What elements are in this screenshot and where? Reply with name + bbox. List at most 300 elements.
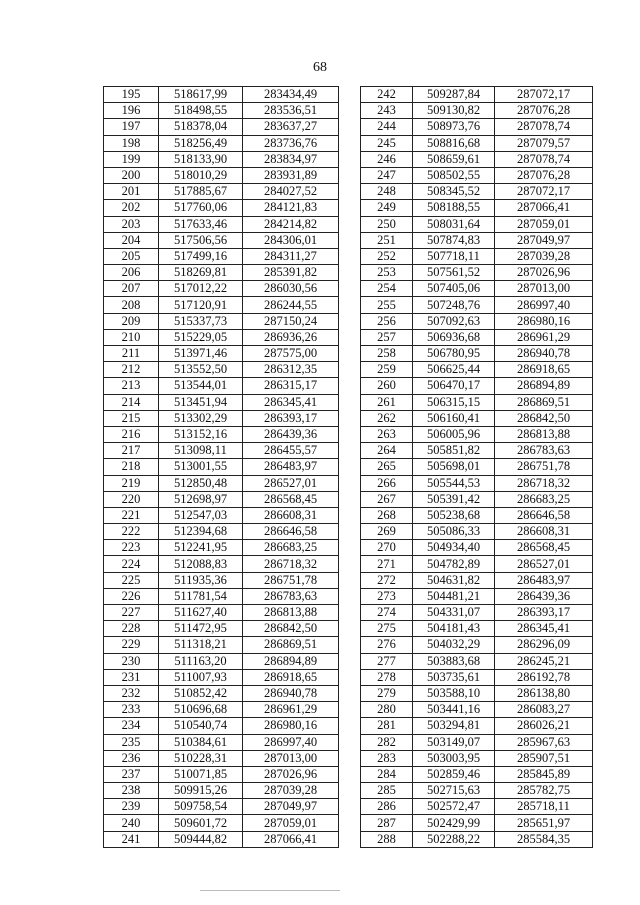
- x-coordinate-cell: 512088,83: [159, 556, 243, 572]
- x-coordinate-cell: 518617,99: [159, 87, 243, 103]
- y-coordinate-cell: 287066,41: [243, 831, 339, 847]
- point-number-cell: 256: [361, 313, 413, 329]
- point-number-cell: 237: [104, 766, 159, 782]
- x-coordinate-cell: 510228,31: [159, 750, 243, 766]
- table-row: [361, 184, 593, 200]
- x-coordinate-cell: 503588,10: [413, 685, 495, 701]
- table-row: [104, 394, 339, 410]
- y-coordinate-cell: 285782,75: [495, 783, 593, 799]
- y-coordinate-cell: 286244,55: [243, 297, 339, 313]
- y-coordinate-cell: 286940,78: [495, 346, 593, 362]
- point-number-cell: 277: [361, 653, 413, 669]
- x-coordinate-cell: 504032,29: [413, 637, 495, 653]
- table-row: [104, 167, 339, 183]
- x-coordinate-cell: 518498,55: [159, 103, 243, 119]
- y-coordinate-cell: 286315,17: [243, 378, 339, 394]
- point-number-cell: 196: [104, 103, 159, 119]
- y-coordinate-cell: 287066,41: [495, 200, 593, 216]
- y-coordinate-cell: 286083,27: [495, 702, 593, 718]
- x-coordinate-cell: 512850,48: [159, 475, 243, 491]
- point-number-cell: 287: [361, 815, 413, 831]
- point-number-cell: 220: [104, 491, 159, 507]
- point-number-cell: 258: [361, 346, 413, 362]
- point-number-cell: 247: [361, 167, 413, 183]
- y-coordinate-cell: 286527,01: [243, 475, 339, 491]
- y-coordinate-cell: 287039,28: [495, 248, 593, 264]
- point-number-cell: 205: [104, 248, 159, 264]
- point-number-cell: 200: [104, 167, 159, 183]
- point-number-cell: 231: [104, 669, 159, 685]
- y-coordinate-cell: 287049,97: [495, 232, 593, 248]
- x-coordinate-cell: 512241,95: [159, 540, 243, 556]
- table-row: [104, 588, 339, 604]
- point-number-cell: 268: [361, 507, 413, 523]
- x-coordinate-cell: 512698,97: [159, 491, 243, 507]
- point-number-cell: 224: [104, 556, 159, 572]
- table-row: [361, 232, 593, 248]
- table-row: [104, 443, 339, 459]
- y-coordinate-cell: 286918,65: [495, 362, 593, 378]
- point-number-cell: 232: [104, 685, 159, 701]
- table-row: [104, 605, 339, 621]
- table-row: [104, 265, 339, 281]
- x-coordinate-cell: 508816,68: [413, 135, 495, 151]
- point-number-cell: 266: [361, 475, 413, 491]
- x-coordinate-cell: 517120,91: [159, 297, 243, 313]
- table-row: [361, 394, 593, 410]
- table-row: [104, 200, 339, 216]
- point-number-cell: 288: [361, 831, 413, 847]
- y-coordinate-cell: 286997,40: [495, 297, 593, 313]
- y-coordinate-cell: 283931,89: [243, 167, 339, 183]
- point-number-cell: 263: [361, 426, 413, 442]
- y-coordinate-cell: 285845,89: [495, 766, 593, 782]
- point-number-cell: 233: [104, 702, 159, 718]
- x-coordinate-cell: 508973,76: [413, 119, 495, 135]
- x-coordinate-cell: 505544,53: [413, 475, 495, 491]
- y-coordinate-cell: 286869,51: [243, 637, 339, 653]
- y-coordinate-cell: 286030,56: [243, 281, 339, 297]
- point-number-cell: 284: [361, 766, 413, 782]
- point-number-cell: 276: [361, 637, 413, 653]
- x-coordinate-cell: 511627,40: [159, 605, 243, 621]
- y-coordinate-cell: 286483,97: [495, 572, 593, 588]
- table-row: [361, 799, 593, 815]
- point-number-cell: 249: [361, 200, 413, 216]
- table-row: [104, 734, 339, 750]
- table-row: [104, 572, 339, 588]
- x-coordinate-cell: 509915,26: [159, 783, 243, 799]
- y-coordinate-cell: 286439,36: [243, 426, 339, 442]
- x-coordinate-cell: 506780,95: [413, 346, 495, 362]
- point-number-cell: 241: [104, 831, 159, 847]
- y-coordinate-cell: 287013,00: [243, 750, 339, 766]
- x-coordinate-cell: 509287,84: [413, 87, 495, 103]
- page-number: 68: [313, 60, 327, 75]
- table-row: [104, 426, 339, 442]
- y-coordinate-cell: 286608,31: [495, 524, 593, 540]
- point-number-cell: 235: [104, 734, 159, 750]
- table-row: [104, 378, 339, 394]
- y-coordinate-cell: 286961,29: [243, 702, 339, 718]
- table-row: [104, 524, 339, 540]
- table-row: [361, 605, 593, 621]
- point-number-cell: 248: [361, 184, 413, 200]
- x-coordinate-cell: 511318,21: [159, 637, 243, 653]
- y-coordinate-cell: 286312,35: [243, 362, 339, 378]
- table-row: [104, 653, 339, 669]
- x-coordinate-cell: 502429,99: [413, 815, 495, 831]
- y-coordinate-cell: 286894,89: [495, 378, 593, 394]
- x-coordinate-cell: 511935,36: [159, 572, 243, 588]
- table-row: [104, 184, 339, 200]
- x-coordinate-cell: 505238,68: [413, 507, 495, 523]
- y-coordinate-cell: 284214,82: [243, 216, 339, 232]
- table-row: [104, 119, 339, 135]
- x-coordinate-cell: 518010,29: [159, 167, 243, 183]
- y-coordinate-cell: 285391,82: [243, 265, 339, 281]
- x-coordinate-cell: 512394,68: [159, 524, 243, 540]
- y-coordinate-cell: 287059,01: [495, 216, 593, 232]
- table-row: [361, 815, 593, 831]
- y-coordinate-cell: 284121,83: [243, 200, 339, 216]
- x-coordinate-cell: 507092,63: [413, 313, 495, 329]
- table-row: [104, 685, 339, 701]
- table-row: [361, 167, 593, 183]
- point-number-cell: 246: [361, 151, 413, 167]
- point-number-cell: 275: [361, 621, 413, 637]
- point-number-cell: 280: [361, 702, 413, 718]
- x-coordinate-cell: 510540,74: [159, 718, 243, 734]
- point-number-cell: 240: [104, 815, 159, 831]
- x-coordinate-cell: 513152,16: [159, 426, 243, 442]
- point-number-cell: 255: [361, 297, 413, 313]
- y-coordinate-cell: 283637,27: [243, 119, 339, 135]
- point-number-cell: 281: [361, 718, 413, 734]
- x-coordinate-cell: 518256,49: [159, 135, 243, 151]
- y-coordinate-cell: 287039,28: [243, 783, 339, 799]
- point-number-cell: 199: [104, 151, 159, 167]
- x-coordinate-cell: 505698,01: [413, 459, 495, 475]
- table-row: [361, 685, 593, 701]
- x-coordinate-cell: 515337,73: [159, 313, 243, 329]
- table-row: [104, 216, 339, 232]
- point-number-cell: 252: [361, 248, 413, 264]
- x-coordinate-cell: 508659,61: [413, 151, 495, 167]
- y-coordinate-cell: 286483,97: [243, 459, 339, 475]
- point-number-cell: 211: [104, 346, 159, 362]
- y-coordinate-cell: 284027,52: [243, 184, 339, 200]
- y-coordinate-cell: 286646,58: [495, 507, 593, 523]
- point-number-cell: 217: [104, 443, 159, 459]
- point-number-cell: 210: [104, 329, 159, 345]
- x-coordinate-cell: 509444,82: [159, 831, 243, 847]
- y-coordinate-cell: 286527,01: [495, 556, 593, 572]
- x-coordinate-cell: 502572,47: [413, 799, 495, 815]
- table-row: [104, 750, 339, 766]
- point-number-cell: 279: [361, 685, 413, 701]
- y-coordinate-cell: 286997,40: [243, 734, 339, 750]
- x-coordinate-cell: 507718,11: [413, 248, 495, 264]
- table-row: [104, 507, 339, 523]
- table-row: [104, 831, 339, 847]
- x-coordinate-cell: 518133,90: [159, 151, 243, 167]
- table-row: [104, 362, 339, 378]
- table-row: [104, 297, 339, 313]
- point-number-cell: 253: [361, 265, 413, 281]
- table-row: [361, 216, 593, 232]
- table-row: [361, 281, 593, 297]
- table-row: [361, 426, 593, 442]
- table-row: [361, 669, 593, 685]
- point-number-cell: 262: [361, 410, 413, 426]
- table-row: [361, 750, 593, 766]
- table-row: [361, 378, 593, 394]
- table-row: [361, 588, 593, 604]
- point-number-cell: 197: [104, 119, 159, 135]
- point-number-cell: 223: [104, 540, 159, 556]
- x-coordinate-cell: 517760,06: [159, 200, 243, 216]
- x-coordinate-cell: 510852,42: [159, 685, 243, 701]
- x-coordinate-cell: 502288,22: [413, 831, 495, 847]
- x-coordinate-cell: 506005,96: [413, 426, 495, 442]
- y-coordinate-cell: 286980,16: [243, 718, 339, 734]
- point-number-cell: 271: [361, 556, 413, 572]
- x-coordinate-cell: 504331,07: [413, 605, 495, 621]
- x-coordinate-cell: 504934,40: [413, 540, 495, 556]
- y-coordinate-cell: 287076,28: [495, 103, 593, 119]
- table-row: [104, 410, 339, 426]
- table-row: [104, 637, 339, 653]
- x-coordinate-cell: 503294,81: [413, 718, 495, 734]
- table-row: [104, 621, 339, 637]
- x-coordinate-cell: 511163,20: [159, 653, 243, 669]
- table-row: [361, 200, 593, 216]
- table-row: [104, 103, 339, 119]
- table-row: [361, 475, 593, 491]
- y-coordinate-cell: 286393,17: [495, 605, 593, 621]
- table-row: [361, 297, 593, 313]
- x-coordinate-cell: 517499,16: [159, 248, 243, 264]
- point-number-cell: 257: [361, 329, 413, 345]
- point-number-cell: 283: [361, 750, 413, 766]
- x-coordinate-cell: 506936,68: [413, 329, 495, 345]
- point-number-cell: 282: [361, 734, 413, 750]
- table-row: [361, 265, 593, 281]
- table-row: [104, 281, 339, 297]
- table-row: [104, 815, 339, 831]
- x-coordinate-cell: 509130,82: [413, 103, 495, 119]
- table-row: [361, 524, 593, 540]
- y-coordinate-cell: 284306,01: [243, 232, 339, 248]
- point-number-cell: 267: [361, 491, 413, 507]
- table-row: [361, 831, 593, 847]
- table-row: [104, 232, 339, 248]
- x-coordinate-cell: 511472,95: [159, 621, 243, 637]
- x-coordinate-cell: 503441,16: [413, 702, 495, 718]
- x-coordinate-cell: 509758,54: [159, 799, 243, 815]
- y-coordinate-cell: 286961,29: [495, 329, 593, 345]
- point-number-cell: 218: [104, 459, 159, 475]
- x-coordinate-cell: 507405,06: [413, 281, 495, 297]
- point-number-cell: 245: [361, 135, 413, 151]
- table-row: [104, 702, 339, 718]
- y-coordinate-cell: 285718,11: [495, 799, 593, 815]
- x-coordinate-cell: 503149,07: [413, 734, 495, 750]
- coordinates-table-right: [360, 86, 593, 848]
- x-coordinate-cell: 513302,29: [159, 410, 243, 426]
- x-coordinate-cell: 513098,11: [159, 443, 243, 459]
- x-coordinate-cell: 513001,55: [159, 459, 243, 475]
- point-number-cell: 244: [361, 119, 413, 135]
- x-coordinate-cell: 510071,85: [159, 766, 243, 782]
- x-coordinate-cell: 503003,95: [413, 750, 495, 766]
- point-number-cell: 212: [104, 362, 159, 378]
- point-number-cell: 226: [104, 588, 159, 604]
- table-row: [104, 329, 339, 345]
- y-coordinate-cell: 286869,51: [495, 394, 593, 410]
- y-coordinate-cell: 286940,78: [243, 685, 339, 701]
- table-row: [361, 637, 593, 653]
- x-coordinate-cell: 502715,63: [413, 783, 495, 799]
- point-number-cell: 242: [361, 87, 413, 103]
- point-number-cell: 198: [104, 135, 159, 151]
- table-row: [361, 443, 593, 459]
- table-row: [361, 540, 593, 556]
- table-row: [104, 783, 339, 799]
- y-coordinate-cell: 286296,09: [495, 637, 593, 653]
- point-number-cell: 227: [104, 605, 159, 621]
- table-row: [361, 734, 593, 750]
- x-coordinate-cell: 506470,17: [413, 378, 495, 394]
- y-coordinate-cell: 286345,41: [243, 394, 339, 410]
- table-row: [104, 799, 339, 815]
- point-number-cell: 261: [361, 394, 413, 410]
- y-coordinate-cell: 286026,21: [495, 718, 593, 734]
- point-number-cell: 201: [104, 184, 159, 200]
- table-row: [104, 556, 339, 572]
- y-coordinate-cell: 287026,96: [243, 766, 339, 782]
- point-number-cell: 254: [361, 281, 413, 297]
- x-coordinate-cell: 518378,04: [159, 119, 243, 135]
- table-row: [104, 313, 339, 329]
- table-row: [104, 491, 339, 507]
- table-row: [361, 346, 593, 362]
- table-row: [104, 669, 339, 685]
- point-number-cell: 213: [104, 378, 159, 394]
- table-row: [104, 766, 339, 782]
- point-number-cell: 215: [104, 410, 159, 426]
- x-coordinate-cell: 504481,21: [413, 588, 495, 604]
- x-coordinate-cell: 518269,81: [159, 265, 243, 281]
- table-row: [361, 459, 593, 475]
- y-coordinate-cell: 286751,78: [243, 572, 339, 588]
- y-coordinate-cell: 286245,21: [495, 653, 593, 669]
- table-row: [361, 313, 593, 329]
- point-number-cell: 228: [104, 621, 159, 637]
- table-row: [361, 572, 593, 588]
- x-coordinate-cell: 507874,83: [413, 232, 495, 248]
- table-row: [361, 766, 593, 782]
- table-row: [104, 459, 339, 475]
- point-number-cell: 273: [361, 588, 413, 604]
- y-coordinate-cell: 286455,57: [243, 443, 339, 459]
- x-coordinate-cell: 506160,41: [413, 410, 495, 426]
- y-coordinate-cell: 286980,16: [495, 313, 593, 329]
- point-number-cell: 260: [361, 378, 413, 394]
- y-coordinate-cell: 286783,63: [243, 588, 339, 604]
- point-number-cell: 259: [361, 362, 413, 378]
- y-coordinate-cell: 286842,50: [243, 621, 339, 637]
- x-coordinate-cell: 512547,03: [159, 507, 243, 523]
- x-coordinate-cell: 505391,42: [413, 491, 495, 507]
- table-row: [361, 783, 593, 799]
- table-row: [361, 103, 593, 119]
- y-coordinate-cell: 283834,97: [243, 151, 339, 167]
- y-coordinate-cell: 287079,57: [495, 135, 593, 151]
- x-coordinate-cell: 507248,76: [413, 297, 495, 313]
- point-number-cell: 219: [104, 475, 159, 491]
- y-coordinate-cell: 286345,41: [495, 621, 593, 637]
- x-coordinate-cell: 502859,46: [413, 766, 495, 782]
- y-coordinate-cell: 286439,36: [495, 588, 593, 604]
- y-coordinate-cell: 287013,00: [495, 281, 593, 297]
- point-number-cell: 230: [104, 653, 159, 669]
- y-coordinate-cell: 286646,58: [243, 524, 339, 540]
- table-row: [104, 135, 339, 151]
- y-coordinate-cell: 286683,25: [243, 540, 339, 556]
- table-row: [104, 346, 339, 362]
- table-row: [361, 621, 593, 637]
- point-number-cell: 208: [104, 297, 159, 313]
- y-coordinate-cell: 286813,88: [243, 605, 339, 621]
- y-coordinate-cell: 287072,17: [495, 87, 593, 103]
- y-coordinate-cell: 286813,88: [495, 426, 593, 442]
- table-row: [361, 556, 593, 572]
- y-coordinate-cell: 286842,50: [495, 410, 593, 426]
- x-coordinate-cell: 517633,46: [159, 216, 243, 232]
- y-coordinate-cell: 287078,74: [495, 119, 593, 135]
- table-row: [361, 702, 593, 718]
- x-coordinate-cell: 517012,22: [159, 281, 243, 297]
- y-coordinate-cell: 285967,63: [495, 734, 593, 750]
- table-row: [361, 248, 593, 264]
- table-row: [361, 329, 593, 345]
- y-coordinate-cell: 284311,27: [243, 248, 339, 264]
- point-number-cell: 274: [361, 605, 413, 621]
- x-coordinate-cell: 508502,55: [413, 167, 495, 183]
- y-coordinate-cell: 286936,26: [243, 329, 339, 345]
- x-coordinate-cell: 505086,33: [413, 524, 495, 540]
- y-coordinate-cell: 286683,25: [495, 491, 593, 507]
- table-row: [361, 653, 593, 669]
- point-number-cell: 203: [104, 216, 159, 232]
- y-coordinate-cell: 286393,17: [243, 410, 339, 426]
- table-row: [361, 491, 593, 507]
- y-coordinate-cell: 286718,32: [243, 556, 339, 572]
- point-number-cell: 250: [361, 216, 413, 232]
- point-number-cell: 251: [361, 232, 413, 248]
- x-coordinate-cell: 515229,05: [159, 329, 243, 345]
- table-row: [361, 87, 593, 103]
- table-row: [361, 135, 593, 151]
- x-coordinate-cell: 511781,54: [159, 588, 243, 604]
- x-coordinate-cell: 508031,64: [413, 216, 495, 232]
- x-coordinate-cell: 517885,67: [159, 184, 243, 200]
- point-number-cell: 236: [104, 750, 159, 766]
- y-coordinate-cell: 287049,97: [243, 799, 339, 815]
- x-coordinate-cell: 509601,72: [159, 815, 243, 831]
